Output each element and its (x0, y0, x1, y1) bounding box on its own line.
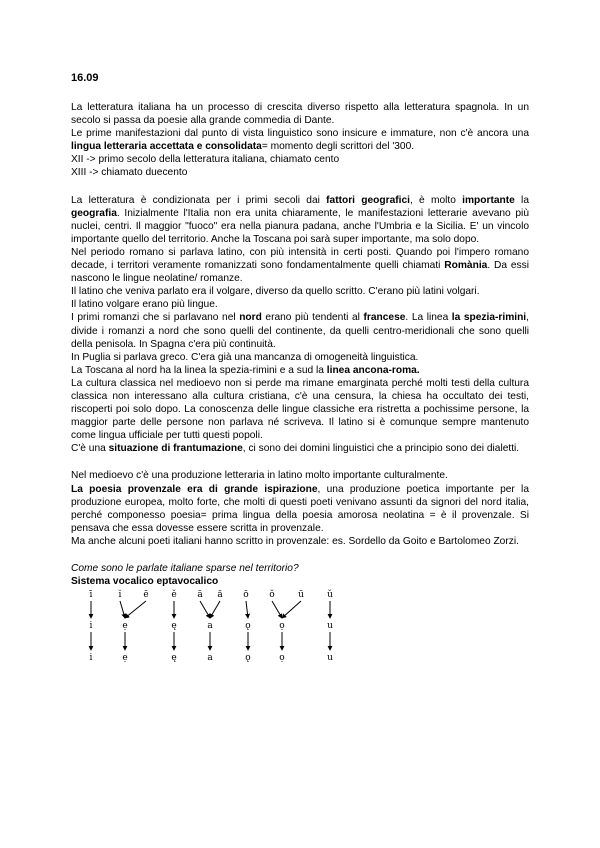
latin-vowel: ă (217, 590, 223, 600)
medieval-block (71, 469, 529, 548)
vowel-arrow (200, 601, 210, 618)
italian-poets-paragraph: Ma anche alcuni poeti italiani hanno scritto in provenzale: es. Sordello da Goito e Bartolomeo Zorzi. (71, 535, 519, 547)
vowel-system-diagram (71, 588, 371, 668)
result-vowel: u (327, 653, 333, 663)
intro-block (71, 101, 529, 180)
vulgar-latin-languages: Il latino volgare erano più lingue. (71, 299, 218, 311)
intro-paragraph-1: La letteratura italiana ha un processo di crescita diverso rispetto alla letteratura spagnola. In un secolo si passa da poesie alla grande commedia di Dante. (71, 102, 529, 127)
latin-vowel: ū (298, 590, 304, 600)
intermediate-vowel: u (327, 621, 333, 631)
latin-vowel: ŏ (269, 590, 275, 600)
intermediate-vowel: a (207, 621, 213, 631)
result-vowel: ę (171, 653, 177, 663)
result-vowel: ǫ (245, 653, 251, 663)
medieval-latin-paragraph: Nel medioevo c'è una produzione letteraria in latino molto importante culturalmente. (71, 470, 448, 482)
vowel-arrow (282, 601, 301, 618)
vulgar-latin-paragraph: Il latino che veniva parlato era il volgare, diverso da quello scritto. C'erano più latini volgari. (71, 286, 480, 298)
intermediate-vowel: ẹ (122, 621, 128, 631)
latin-vowel: ĭ (118, 590, 122, 600)
north-romance-paragraph: I primi romanzi che si parlavano nel nord erano più tendenti al francese. La linea la spezia-rimini, divide i romanzi a nord che sono quelli del continente, da quelli centro-meridionali che sono quelli della penisola. In Spagna c'era più continuità. (71, 312, 529, 350)
latin-vowel: ō (243, 590, 249, 600)
result-vowel: ọ (279, 653, 285, 663)
fragmentation-paragraph: C'è una situazione di frantumazione, ci sono dei domini linguistici che a principio sono dei dialetti. (71, 443, 520, 455)
intermediate-vowel: ę (171, 621, 177, 631)
result-vowel: a (207, 653, 213, 663)
puglia-paragraph: In Puglia si parlava greco. C'era già una mancanza di omogeneità linguistica. (71, 351, 419, 363)
vowel-arrow (210, 601, 220, 618)
latin-vowel: ī (89, 590, 93, 600)
latin-vowel: ĕ (171, 590, 177, 600)
latin-vowel: ē (143, 590, 149, 600)
page (71, 72, 529, 668)
toscana-paragraph: La Toscana al nord ha la linea la spezia-rimini e a sud la linea ancona-roma. (71, 364, 420, 376)
result-vowel: ẹ (122, 653, 128, 663)
vowel-arrow (246, 601, 248, 618)
geography-paragraph: La letteratura è condizionata per i primi secoli dai fattori geografici, è molto importante la geografia. Inizialmente l'Italia non era unita chiaramente, le manifestazioni letterarie avevano più nuclei, centri. Il maggior "fuoco" era nella pianura padana, anche l'Umbria e la Sicilia. E' un vincolo importante quello del territorio. Anche la Toscana poi sarà super importante, ma solo dopo. (71, 194, 529, 245)
result-vowel: i (89, 653, 93, 663)
vowel-arrow (120, 601, 125, 618)
body-block (71, 194, 529, 456)
century-line-xiii: XIII -> chiamato duecento (71, 167, 188, 179)
vowel-arrow (272, 601, 282, 618)
classical-culture-paragraph: La cultura classica nel medioevo non si perde ma rimane emarginata perché molti testi della cultura classica non interessano alla cultura cristiana, c'è una censura, la chiesa ha occultato dei testi, riscoperti poi solo dopo. La conoscenza delle lingue classiche era ristretta a pochissime persone, la maggior parte delle persone non parlava né scriveva. Il latino si è comunque sempre mantenuto come lingua ufficiale per tutti questi popoli. (71, 377, 529, 442)
intermediate-vowel: ọ (279, 621, 285, 631)
provencal-paragraph: La poesia provenzale era di grande ispirazione, una produzione poetica importante per la produzione europea, molto forte, che molti di questi poeti venivano assunti da signori del nord italia, perché componesso poesia= prima lingua della poesia amorosa neolatina = è il provenzale. Si pensava che essa dovesse essere scritta in provenzale. (71, 483, 529, 534)
latin-vowel: ā (197, 590, 203, 600)
intermediate-vowel: i (89, 621, 93, 631)
date-heading: 16.09 (71, 72, 99, 84)
romania-paragraph: Nel periodo romano si parlava latino, con più intensità in certi posti. Quando poi l'impero romano decade, i territori veramente romanizzati sono fondamentalmente quelli chiamati Romània. Da essi nascono le lingue neolatine/ romanze. (71, 246, 529, 285)
century-line-xii: XII -> primo secolo della letteratura italiana, chiamato cento (71, 154, 340, 166)
question-line: Come sono le parlate italiane sparse nel territorio? (71, 563, 299, 574)
intro-paragraph-2: Le prime manifestazioni dal punto di vista linguistico sono insicure e immature, non c'è ancora una lingua letteraria accettata e consolidata= momento degli scrittori del '300. (71, 128, 529, 153)
latin-vowel: ŭ (327, 590, 333, 600)
section-heading: Sistema vocalico eptavocalico (71, 576, 219, 587)
intermediate-vowel: ǫ (245, 621, 251, 631)
vowel-arrow (125, 601, 146, 618)
